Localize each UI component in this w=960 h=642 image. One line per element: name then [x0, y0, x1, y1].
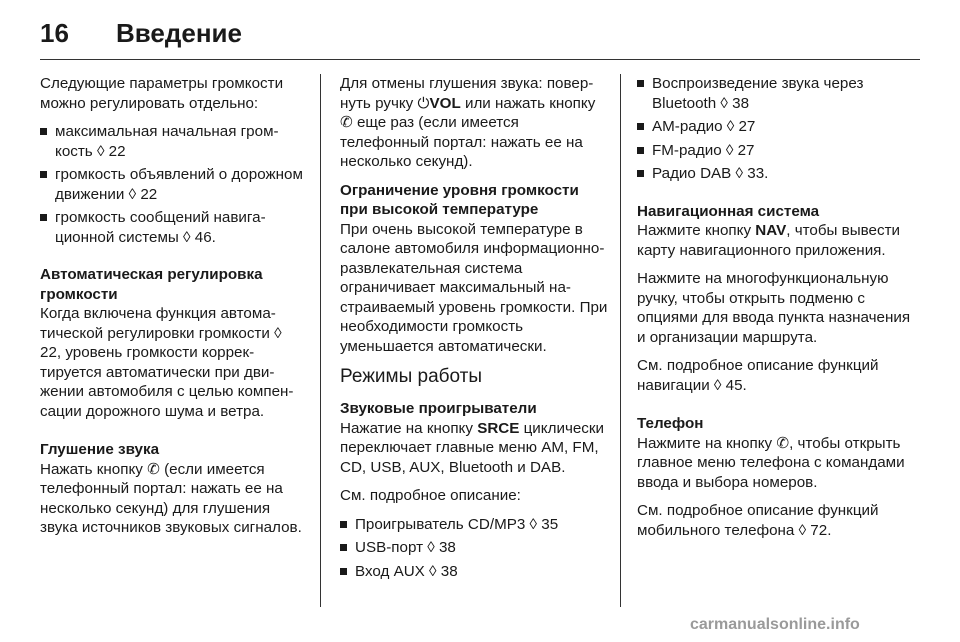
phone-paragraph: Нажмите на кнопку ✆, чтобы открыть главное меню телефона с командами ввода и выбора номеров.: [637, 434, 905, 491]
intro-paragraph: Следующие параметры громкости можно регулировать отдельно:: [40, 75, 284, 112]
phone-see-paragraph: См. подробное описание функций мобильного телефона ◊ 72.: [637, 502, 879, 539]
nav-label: NAV: [755, 222, 787, 239]
temperature-limit-heading: Ограничение уровня громкости при высокой температуре: [340, 181, 579, 218]
sources-list: [637, 74, 920, 184]
list-item: Воспроизведение звука через Bluetooth ◊ 38: [637, 74, 920, 113]
srce-label: SRCE: [477, 419, 520, 437]
navigation-see-paragraph: См. подробное описание функций навигации ◊ 45.: [637, 357, 879, 394]
column-divider-1: [320, 74, 321, 607]
volume-settings-list: [40, 122, 305, 247]
navigation-menu-paragraph: Нажмите на многофункциональную ручку, чтобы открыть подменю с опциями для ввода пункта назначения и организации маршрута.: [637, 270, 911, 346]
navigation-paragraph: Нажмите кнопку NAV, чтобы вывести карту навигационного приложения.: [637, 222, 901, 259]
mute-heading: Глушение звука: [40, 441, 160, 458]
list-item: Радио DAB ◊ 33.: [637, 164, 920, 184]
page-title: Введение: [116, 18, 242, 48]
list-item: АМ-радио ◊ 27: [637, 117, 920, 137]
list-item: Вход AUX ◊ 38: [340, 562, 610, 582]
list-item: максимальная начальная громкость ◊ 22: [40, 122, 305, 161]
page-header: [40, 18, 920, 62]
mute-paragraph: Нажать кнопку ✆ (если имеется телефонный портал: нажать ее на несколько секунд) для глушения звука источников звуковых сигналов.: [40, 460, 302, 536]
list-item: FM-радио ◊ 27: [637, 141, 920, 161]
list-item: громкость сообщений навигационной системы ◊ 46.: [40, 208, 305, 247]
auto-volume-paragraph: Когда включена функция автоматической регулировки громкости ◊ 22, уровень громкости корректируется автоматически при движении автомобиля с целью компенсации дорожного шума и ветра.: [40, 305, 294, 420]
auto-volume-heading: Автоматическая регулировка громкости: [40, 266, 263, 303]
phone-heading: Телефон: [637, 415, 704, 432]
vol-label: VOL: [429, 94, 461, 112]
phone-icon: ✆: [147, 460, 160, 478]
watermark: carmanualsonline.info: [690, 616, 860, 633]
column-1: [40, 74, 305, 547]
page-number: 16: [40, 18, 69, 48]
list-item: USB-порт ◊ 38: [340, 538, 610, 558]
audio-players-paragraph: Нажатие на кнопку SRCE циклически переключает главные меню AM, FM, CD, USB, AUX, Bluetooth и DAB.: [340, 419, 605, 476]
list-item: громкость объявлений о дорожном движении ◊ 22: [40, 165, 305, 204]
header-rule: [40, 59, 920, 60]
power-icon: ⏻: [417, 94, 430, 112]
navigation-heading: Навигационная система: [637, 202, 820, 220]
see-description: См. подробное описание:: [340, 487, 521, 504]
column-divider-2: [620, 74, 621, 607]
modes-heading: Режимы работы: [340, 366, 483, 387]
phone-icon: ✆: [340, 114, 353, 131]
column-3: [637, 74, 920, 549]
unmute-paragraph: Для отмены глушения звука: повернуть ручку ⏻VOL или нажать кнопку ✆ еще раз (если имеется телефонный портал: нажать ее на несколько секунд).: [340, 75, 596, 170]
players-list: [340, 515, 610, 582]
temperature-limit-paragraph: При очень высокой температуре в салоне автомобиля информационно-развлекательная система ограничивает максимальный настраиваемый уровень громкости. При необходимости громкость уменьшается автоматически.: [340, 220, 608, 355]
audio-players-heading: Звуковые проигрыватели: [340, 400, 537, 417]
column-2: [340, 74, 610, 589]
phone-icon: ✆: [776, 434, 790, 452]
list-item: Проигрыватель CD/MP3 ◊ 35: [340, 515, 610, 535]
